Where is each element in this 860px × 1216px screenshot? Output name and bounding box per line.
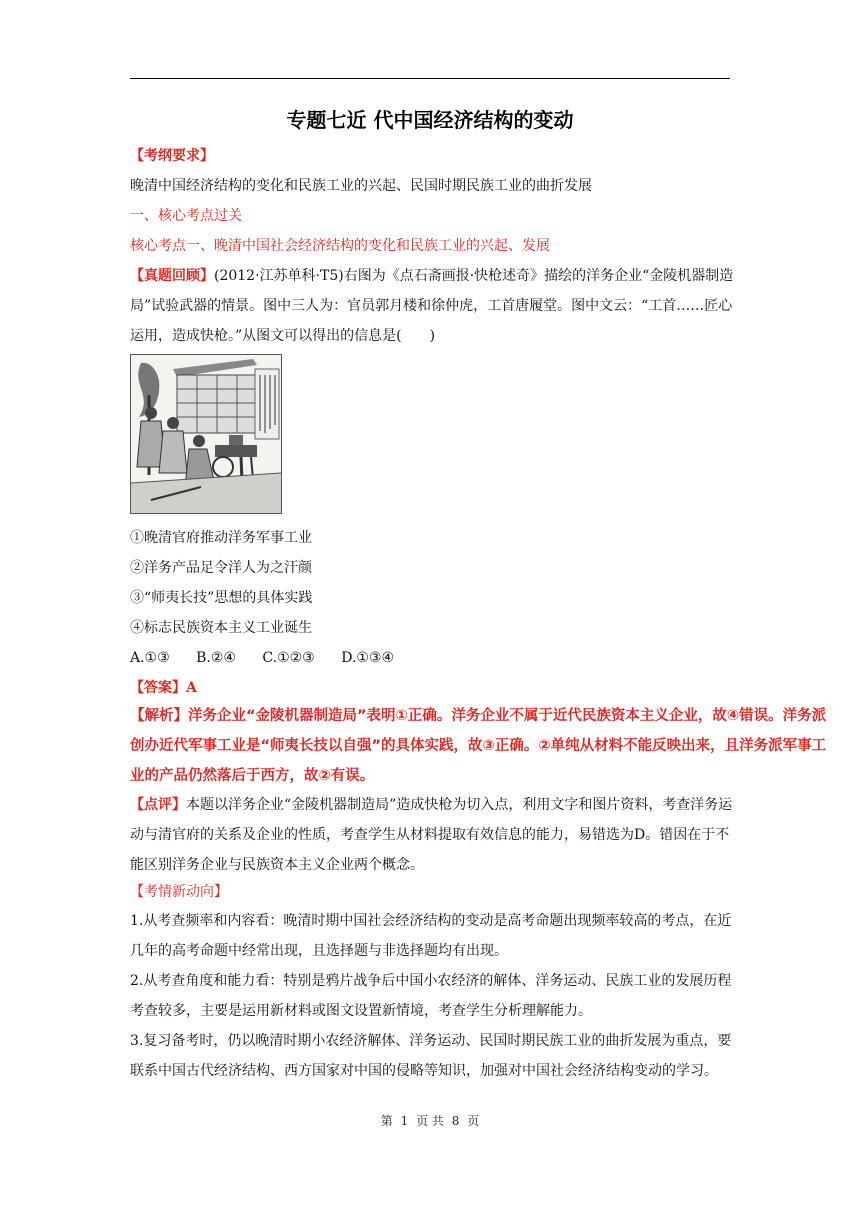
question-text: (2012·江苏单科·T5)右图为《点石斋画报·快枪述奇》描绘的洋务企业“金陵机器制造局”试验武器的情景。图中三人为：官员郭月楼和徐仲虎，工首唐履堂。图中文云：“工首……匠心运用，造成快枪。”从图文可以得出的信息是( ) <box>130 268 734 344</box>
trends-heading: 【考情新动向】 <box>130 884 228 900</box>
header-rule <box>130 78 730 79</box>
section-heading: 一、核心考点过关 <box>130 208 242 224</box>
syllabus-heading: 【考纲要求】 <box>130 148 214 164</box>
comment-block <box>130 790 735 880</box>
comment-tag: 【点评】 <box>130 797 186 813</box>
footer-middle: 页 共 <box>416 1114 444 1128</box>
trend-item-3: 3.复习备考时，仍以晚清时期小农经济解体、洋务运动、民国时期民族工业的曲折发展为重点，要联系中国古代经济结构、西方国家对中国的侵略等知识，加强对中国社会经济结构变动的学习。 <box>130 1033 732 1079</box>
trend-item-1: 1.从考查频率和内容看：晚清时期中国社会经济结构的变动是高考命题出现频率较高的考点，在近几年的高考命题中经常出现，且选择题与非选择题均有出现。 <box>130 913 732 959</box>
syllabus-text: 晚清中国经济结构的变化和民族工业的兴起、民国时期民族工业的曲折发展 <box>130 178 592 194</box>
answer-value: A <box>186 680 197 696</box>
footer-prefix: 第 <box>380 1114 393 1128</box>
footer-suffix: 页 <box>467 1114 480 1128</box>
statement-2: ②洋务产品足令洋人为之汗颜 <box>130 560 312 576</box>
question-block <box>130 261 735 351</box>
answer-tag: 【答案】 <box>130 680 186 696</box>
statement-4: ④标志民族资本主义工业诞生 <box>130 620 312 636</box>
question-tag: 【真题回顾】 <box>130 268 214 284</box>
footer-total-pages: 8 <box>451 1114 460 1128</box>
option-a: A.①③ <box>130 650 170 666</box>
answer-line <box>130 678 197 698</box>
option-d: D.①③④ <box>341 650 395 666</box>
options-row <box>130 648 394 668</box>
footer-page-number: 1 <box>400 1114 409 1128</box>
trend-item-2: 2.从考查角度和能力看：特别是鸦片战争后中国小农经济的解体、洋务运动、民族工业的发展历程考查较多，主要是运用新材料或图文设置新情境，考查学生分析理解能力。 <box>130 973 732 1019</box>
statement-1: ①晚清官府推动洋务军事工业 <box>130 530 312 546</box>
page-title: 专题七近 代中国经济结构的变动 <box>286 108 574 132</box>
option-b: B.②④ <box>196 650 236 666</box>
analysis-tag: 【解析】 <box>130 708 188 724</box>
comment-text: 本题以洋务企业“金陵机器制造局”造成快枪为切入点，利用文字和图片资料，考查洋务运动与清官府的关系及企业的性质，考查学生从材料提取有效信息的能力，易错选为D。错因在于不能区别洋务企业与民族资本主义企业两个概念。 <box>130 797 733 873</box>
subsection-heading: 核心考点一、晚清中国社会经济结构的变化和民族工业的兴起、发展 <box>130 238 550 254</box>
analysis-text: 洋务企业“金陵机器制造局”表明①正确。洋务企业不属于近代民族资本主义企业，故④错误。洋务派创办近代军事工业是“师夷长技以自强”的具体实践，故③正确。②单纯从材料不能反映出来，且洋务派军事工业的产品仍然落后于西方，故②有误。 <box>130 708 827 784</box>
page-footer <box>0 1112 860 1129</box>
question-figure <box>130 354 282 514</box>
analysis-block <box>130 701 836 791</box>
woodcut-illustration <box>131 355 281 513</box>
option-c: C.①②③ <box>262 650 315 666</box>
statement-3: ③“师夷长技”思想的具体实践 <box>130 590 313 606</box>
